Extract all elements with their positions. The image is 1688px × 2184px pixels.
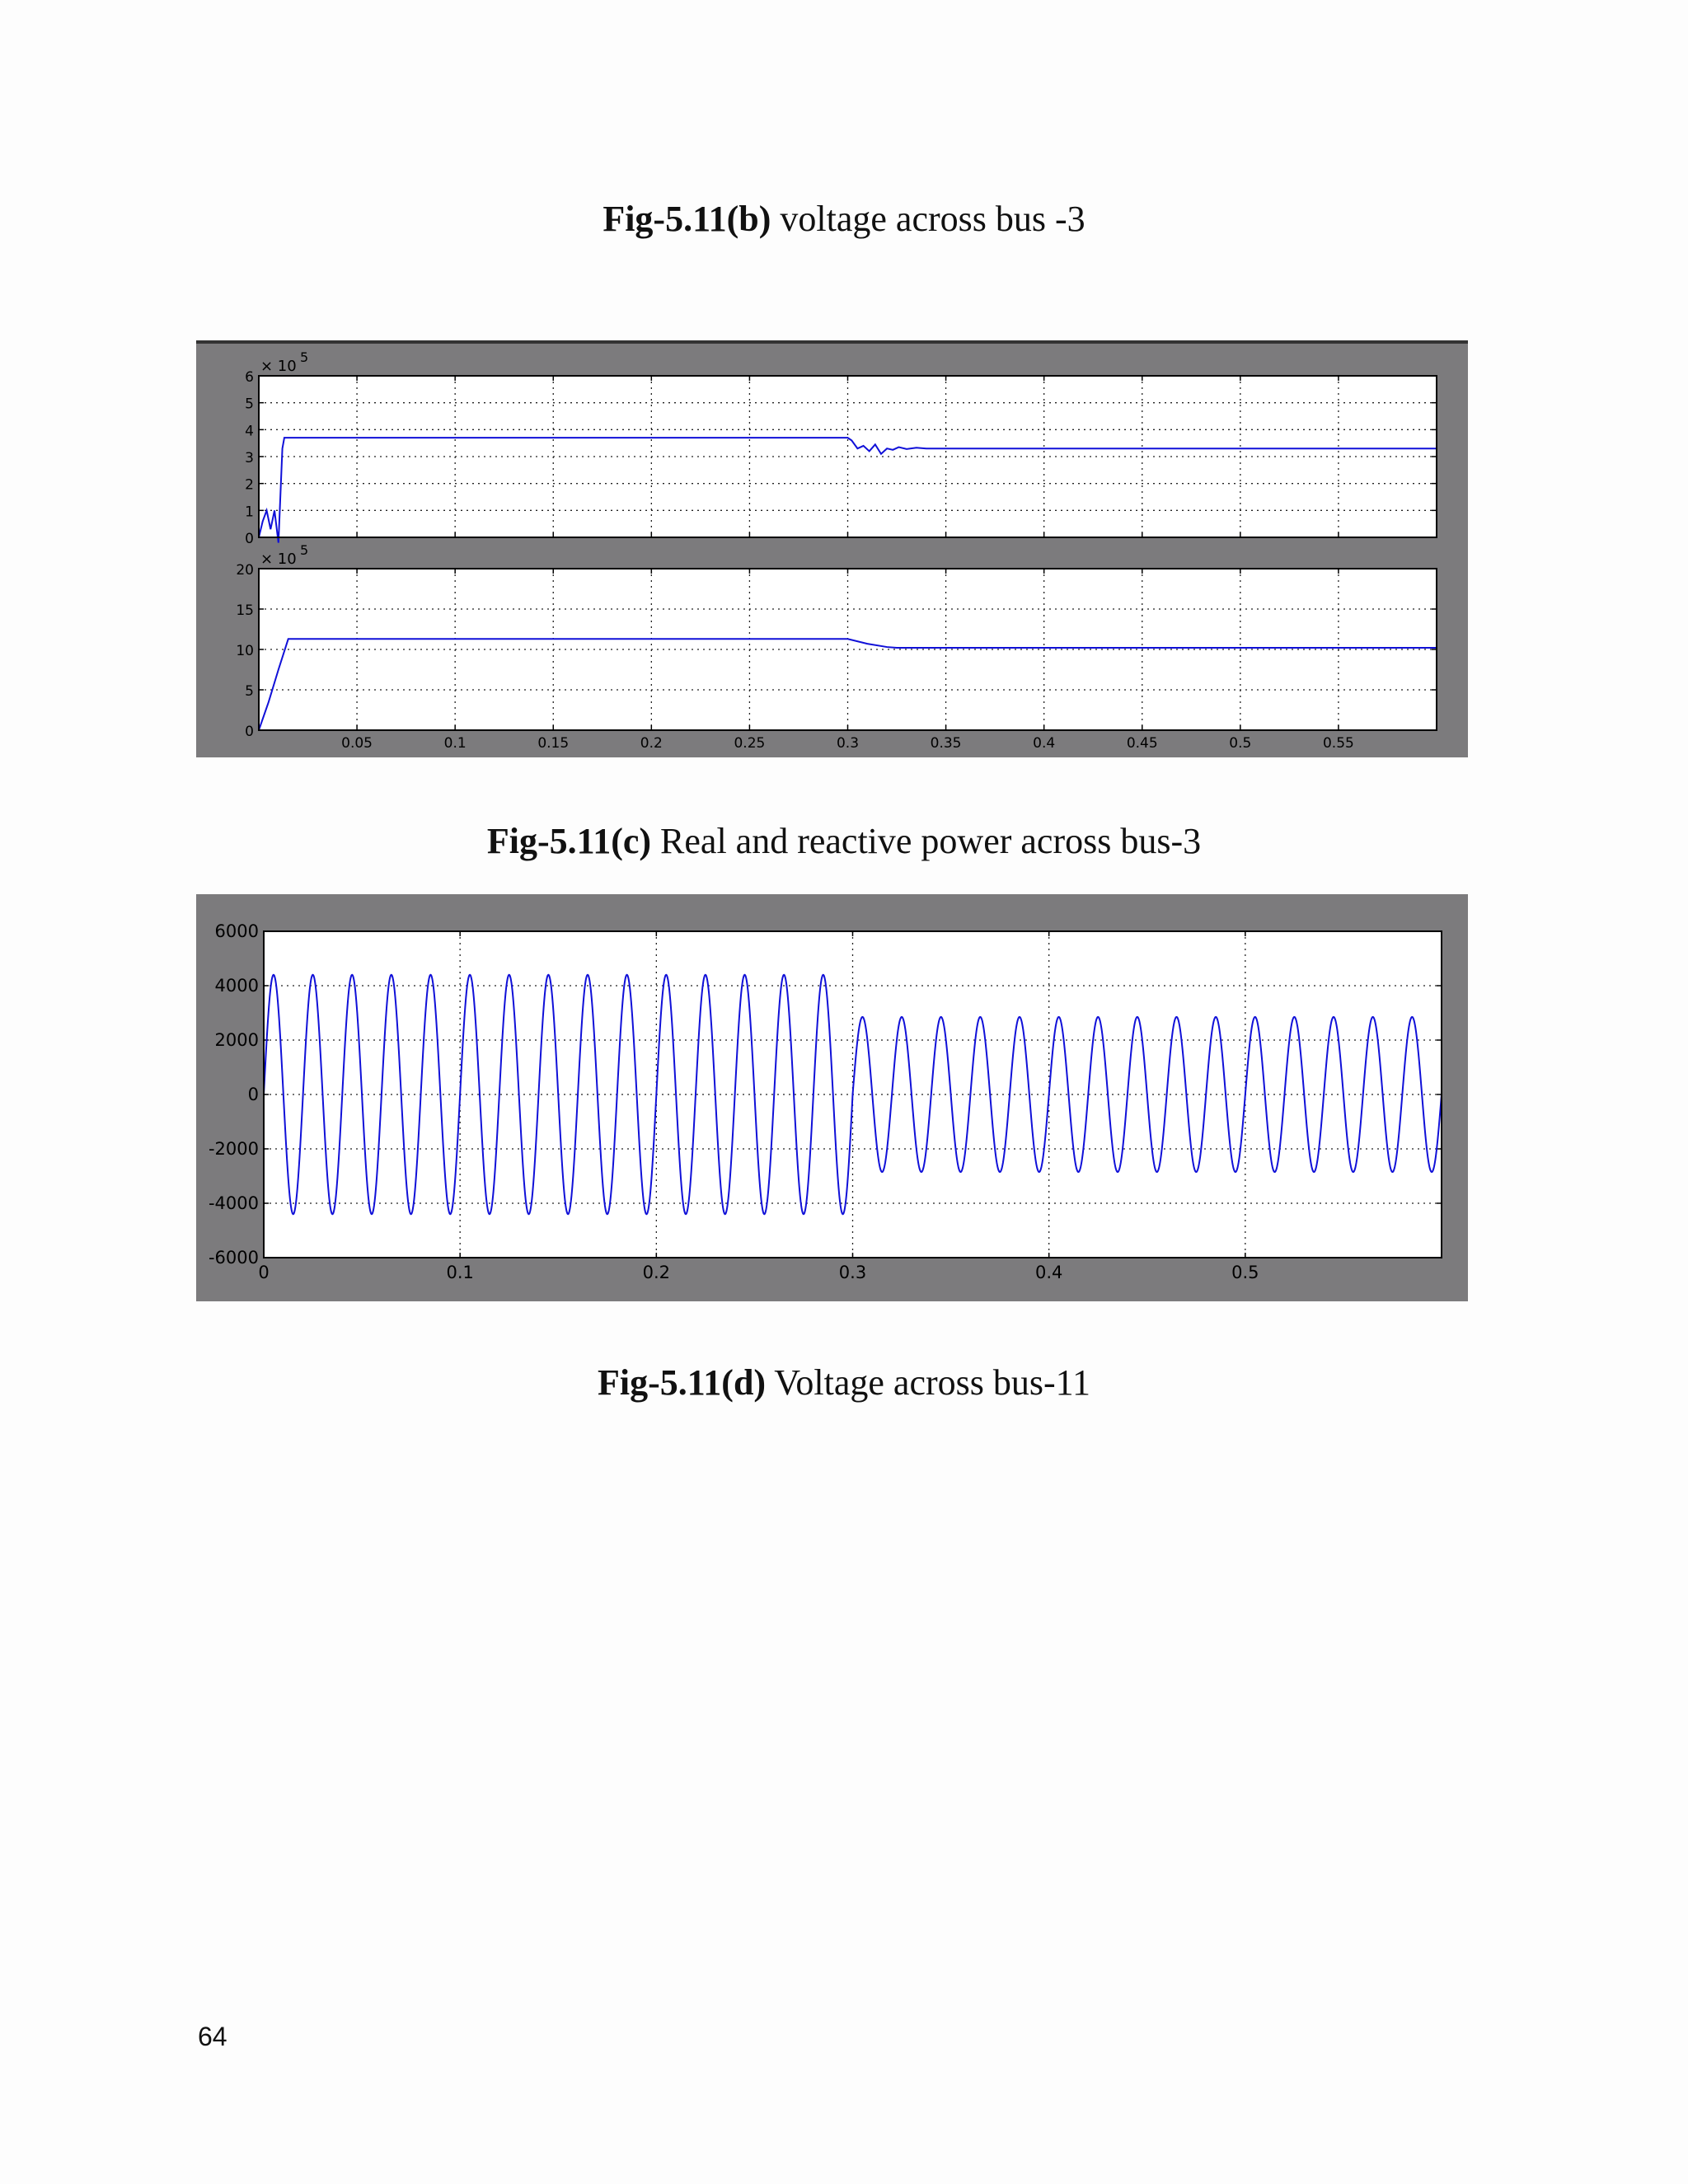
caption-fig-b-label: Fig-5.11(b)	[603, 199, 771, 239]
x-tick-label: 0	[258, 1263, 270, 1282]
y-tick-label: 4	[245, 423, 254, 440]
y-tick-label: 0	[245, 531, 254, 547]
x-tick-label: 0.25	[734, 735, 766, 752]
x-tick-label: 0.4	[1034, 1263, 1063, 1282]
y-tick-label: -6000	[208, 1248, 259, 1268]
caption-fig-c-text: Real and reactive power across bus-3	[651, 821, 1202, 861]
caption-fig-b	[0, 198, 1688, 240]
x-tick-label: 0.35	[930, 735, 962, 752]
x-tick-label: 0.4	[1033, 735, 1056, 752]
x-tick-label: 0.45	[1126, 735, 1158, 752]
caption-fig-c-label: Fig-5.11(c)	[486, 821, 652, 861]
y-tick-label: 6	[245, 369, 254, 386]
caption-fig-d-label: Fig-5.11(d)	[597, 1362, 767, 1403]
caption-fig-b-text: voltage across bus -3	[771, 199, 1085, 239]
axis-multiplier: × 10	[260, 551, 297, 568]
axis-multiplier: × 10	[260, 358, 297, 375]
axis-multiplier-exponent: 5	[300, 349, 309, 365]
x-tick-label: 0.55	[1322, 735, 1354, 752]
x-tick-label: 0.05	[341, 735, 373, 752]
chart-panel-2	[209, 921, 1442, 1282]
y-tick-label: -2000	[208, 1139, 259, 1159]
y-tick-label: 1	[245, 504, 254, 521]
x-tick-label: 0.3	[838, 1263, 867, 1282]
y-tick-label: -4000	[208, 1193, 259, 1213]
x-tick-label: 0.5	[1229, 735, 1252, 752]
y-tick-label: 4000	[214, 976, 259, 996]
page-number: 64	[198, 2022, 227, 2051]
axis-multiplier-exponent: 5	[300, 542, 309, 558]
x-tick-label: 0.15	[537, 735, 570, 752]
figure-top-border	[196, 340, 1468, 344]
power-chart	[196, 340, 1468, 757]
x-tick-label: 0.3	[836, 735, 860, 752]
y-tick-label: 6000	[214, 921, 259, 941]
caption-fig-c	[0, 820, 1688, 862]
y-tick-label: 0	[245, 724, 254, 740]
y-tick-label: 5	[245, 396, 254, 413]
y-tick-label: 2	[245, 476, 254, 494]
caption-fig-d-text: Voltage across bus-11	[766, 1362, 1091, 1403]
y-tick-label: 3	[245, 450, 254, 466]
x-tick-label: 0.5	[1231, 1263, 1259, 1282]
x-tick-label: 0.1	[446, 1263, 474, 1282]
y-tick-label: 2000	[214, 1030, 259, 1050]
power-figure	[196, 340, 1468, 757]
y-tick-label: 20	[236, 562, 254, 579]
chart-panel-1	[236, 542, 1437, 752]
caption-fig-d	[0, 1361, 1688, 1404]
chart-panel-0	[245, 349, 1437, 547]
y-tick-label: 15	[236, 602, 254, 619]
x-tick-label: 0.2	[640, 735, 663, 752]
voltage-chart	[196, 894, 1468, 1301]
y-tick-label: 10	[236, 643, 254, 659]
y-tick-label: 0	[247, 1085, 259, 1104]
x-tick-label: 0.1	[443, 735, 467, 752]
voltage-figure	[196, 894, 1468, 1301]
y-tick-label: 5	[245, 683, 254, 700]
x-tick-label: 0.2	[642, 1263, 671, 1282]
